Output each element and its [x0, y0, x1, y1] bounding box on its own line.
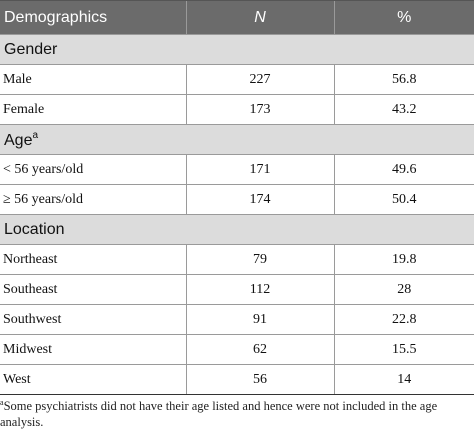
table-row: [0, 185, 474, 215]
row-percent: 14: [334, 365, 474, 395]
table-row: [0, 365, 474, 395]
row-n: 112: [186, 275, 334, 305]
row-n: 174: [186, 185, 334, 215]
row-label: ≥ 56 years/old: [0, 185, 186, 215]
section-location: [0, 215, 474, 245]
table-header-row: [0, 1, 474, 35]
row-label: Southwest: [0, 305, 186, 335]
row-label: Northeast: [0, 245, 186, 275]
header-demographics: Demographics: [0, 1, 186, 35]
table-row: [0, 65, 474, 95]
table-row: [0, 95, 474, 125]
row-percent: 43.2: [334, 95, 474, 125]
header-percent: %: [334, 1, 474, 35]
row-n: 56: [186, 365, 334, 395]
table-row: [0, 245, 474, 275]
row-label: Midwest: [0, 335, 186, 365]
table-row: [0, 155, 474, 185]
row-n: 62: [186, 335, 334, 365]
section-title: Gender: [4, 40, 58, 58]
row-label: < 56 years/old: [0, 155, 186, 185]
row-percent: 22.8: [334, 305, 474, 335]
row-n: 79: [186, 245, 334, 275]
section-title: Location: [4, 220, 65, 238]
row-percent: 19.8: [334, 245, 474, 275]
row-percent: 49.6: [334, 155, 474, 185]
header-n: N: [186, 1, 334, 35]
table-footnote: [0, 395, 474, 430]
footnote-marker: a: [32, 129, 39, 141]
row-percent: 28: [334, 275, 474, 305]
section-age: [0, 125, 474, 155]
row-percent: 56.8: [334, 65, 474, 95]
footnote-text: Some psychiatrists did not have their age listed and hence were not included in the age analysis.: [0, 399, 438, 429]
row-percent: 50.4: [334, 185, 474, 215]
row-label: West: [0, 365, 186, 395]
row-label: Male: [0, 65, 186, 95]
row-n: 91: [186, 305, 334, 335]
table-row: [0, 335, 474, 365]
row-label: Female: [0, 95, 186, 125]
row-percent: 15.5: [334, 335, 474, 365]
section-title: Age: [4, 131, 33, 149]
row-n: 171: [186, 155, 334, 185]
row-n: 173: [186, 95, 334, 125]
table-row: [0, 275, 474, 305]
row-n: 227: [186, 65, 334, 95]
table-row: [0, 305, 474, 335]
footnote-marker: a: [0, 398, 4, 407]
row-label: Southeast: [0, 275, 186, 305]
section-gender: [0, 35, 474, 65]
